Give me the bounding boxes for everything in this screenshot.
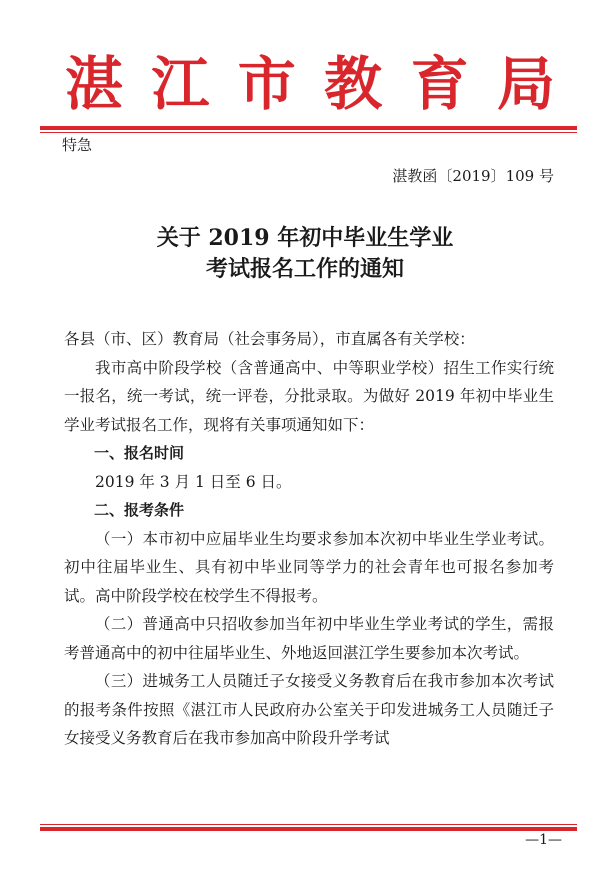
footer-rule-thick — [40, 827, 577, 831]
section-2-heading: 二、报考条件 — [94, 501, 185, 519]
issuing-authority-header — [65, 52, 555, 116]
header-char: 局 — [496, 50, 555, 118]
urgency-label: 特急 — [62, 136, 93, 154]
document-body — [64, 325, 554, 753]
header-char: 江 — [151, 50, 210, 118]
header-char: 湛 — [65, 50, 124, 118]
page-number: —1— — [525, 832, 562, 848]
header-rule-thin — [40, 132, 577, 133]
salutation: 各县（市、区）教育局（社会事务局），市直属各有关学校： — [64, 330, 475, 348]
document-title-line-1: 关于 2019 年初中毕业生学业 — [156, 225, 454, 251]
header-char: 市 — [237, 50, 296, 118]
intro-paragraph: 我市高中阶段学校（含普通高中、中等职业学校）招生工作实行统一报名，统一考试，统一评卷，分批录取。为做好 2019 年初中毕业生学业考试报名工作，现将有关事项通知如下： — [64, 358, 554, 434]
footer-rule-thin — [40, 824, 577, 825]
section-1-heading: 一、报名时间 — [94, 444, 185, 462]
document-title-line-2: 考试报名工作的通知 — [205, 256, 404, 282]
section-1-text: 2019 年 3 月 1 日至 6 日。 — [95, 472, 292, 491]
condition-item-3: （三）进城务工人员随迁子女接受义务教育后在我市参加本次考试的报考条件按照《湛江市人民政府办公室关于印发进城务工人员随迁子女接受义务教育后在我市参加高中阶段升学考试 — [64, 672, 554, 747]
header-rule-thick — [40, 126, 577, 130]
condition-item-2: （二）普通高中只招收参加当年初中毕业生学业考试的学生，需报考普通高中的初中往届毕业生、外地返回湛江学生要参加本次考试。 — [64, 615, 554, 662]
header-char: 教 — [324, 50, 383, 118]
header-char: 育 — [410, 50, 469, 118]
condition-item-1: （一）本市初中应届毕业生均要求参加本次初中毕业生学业考试。初中往届毕业生、具有初中毕业同等学力的社会青年也可报名参加考试。高中阶段学校在校学生不得报考。 — [64, 529, 554, 605]
document-number: 湛教函〔2019〕109 号 — [392, 167, 554, 185]
